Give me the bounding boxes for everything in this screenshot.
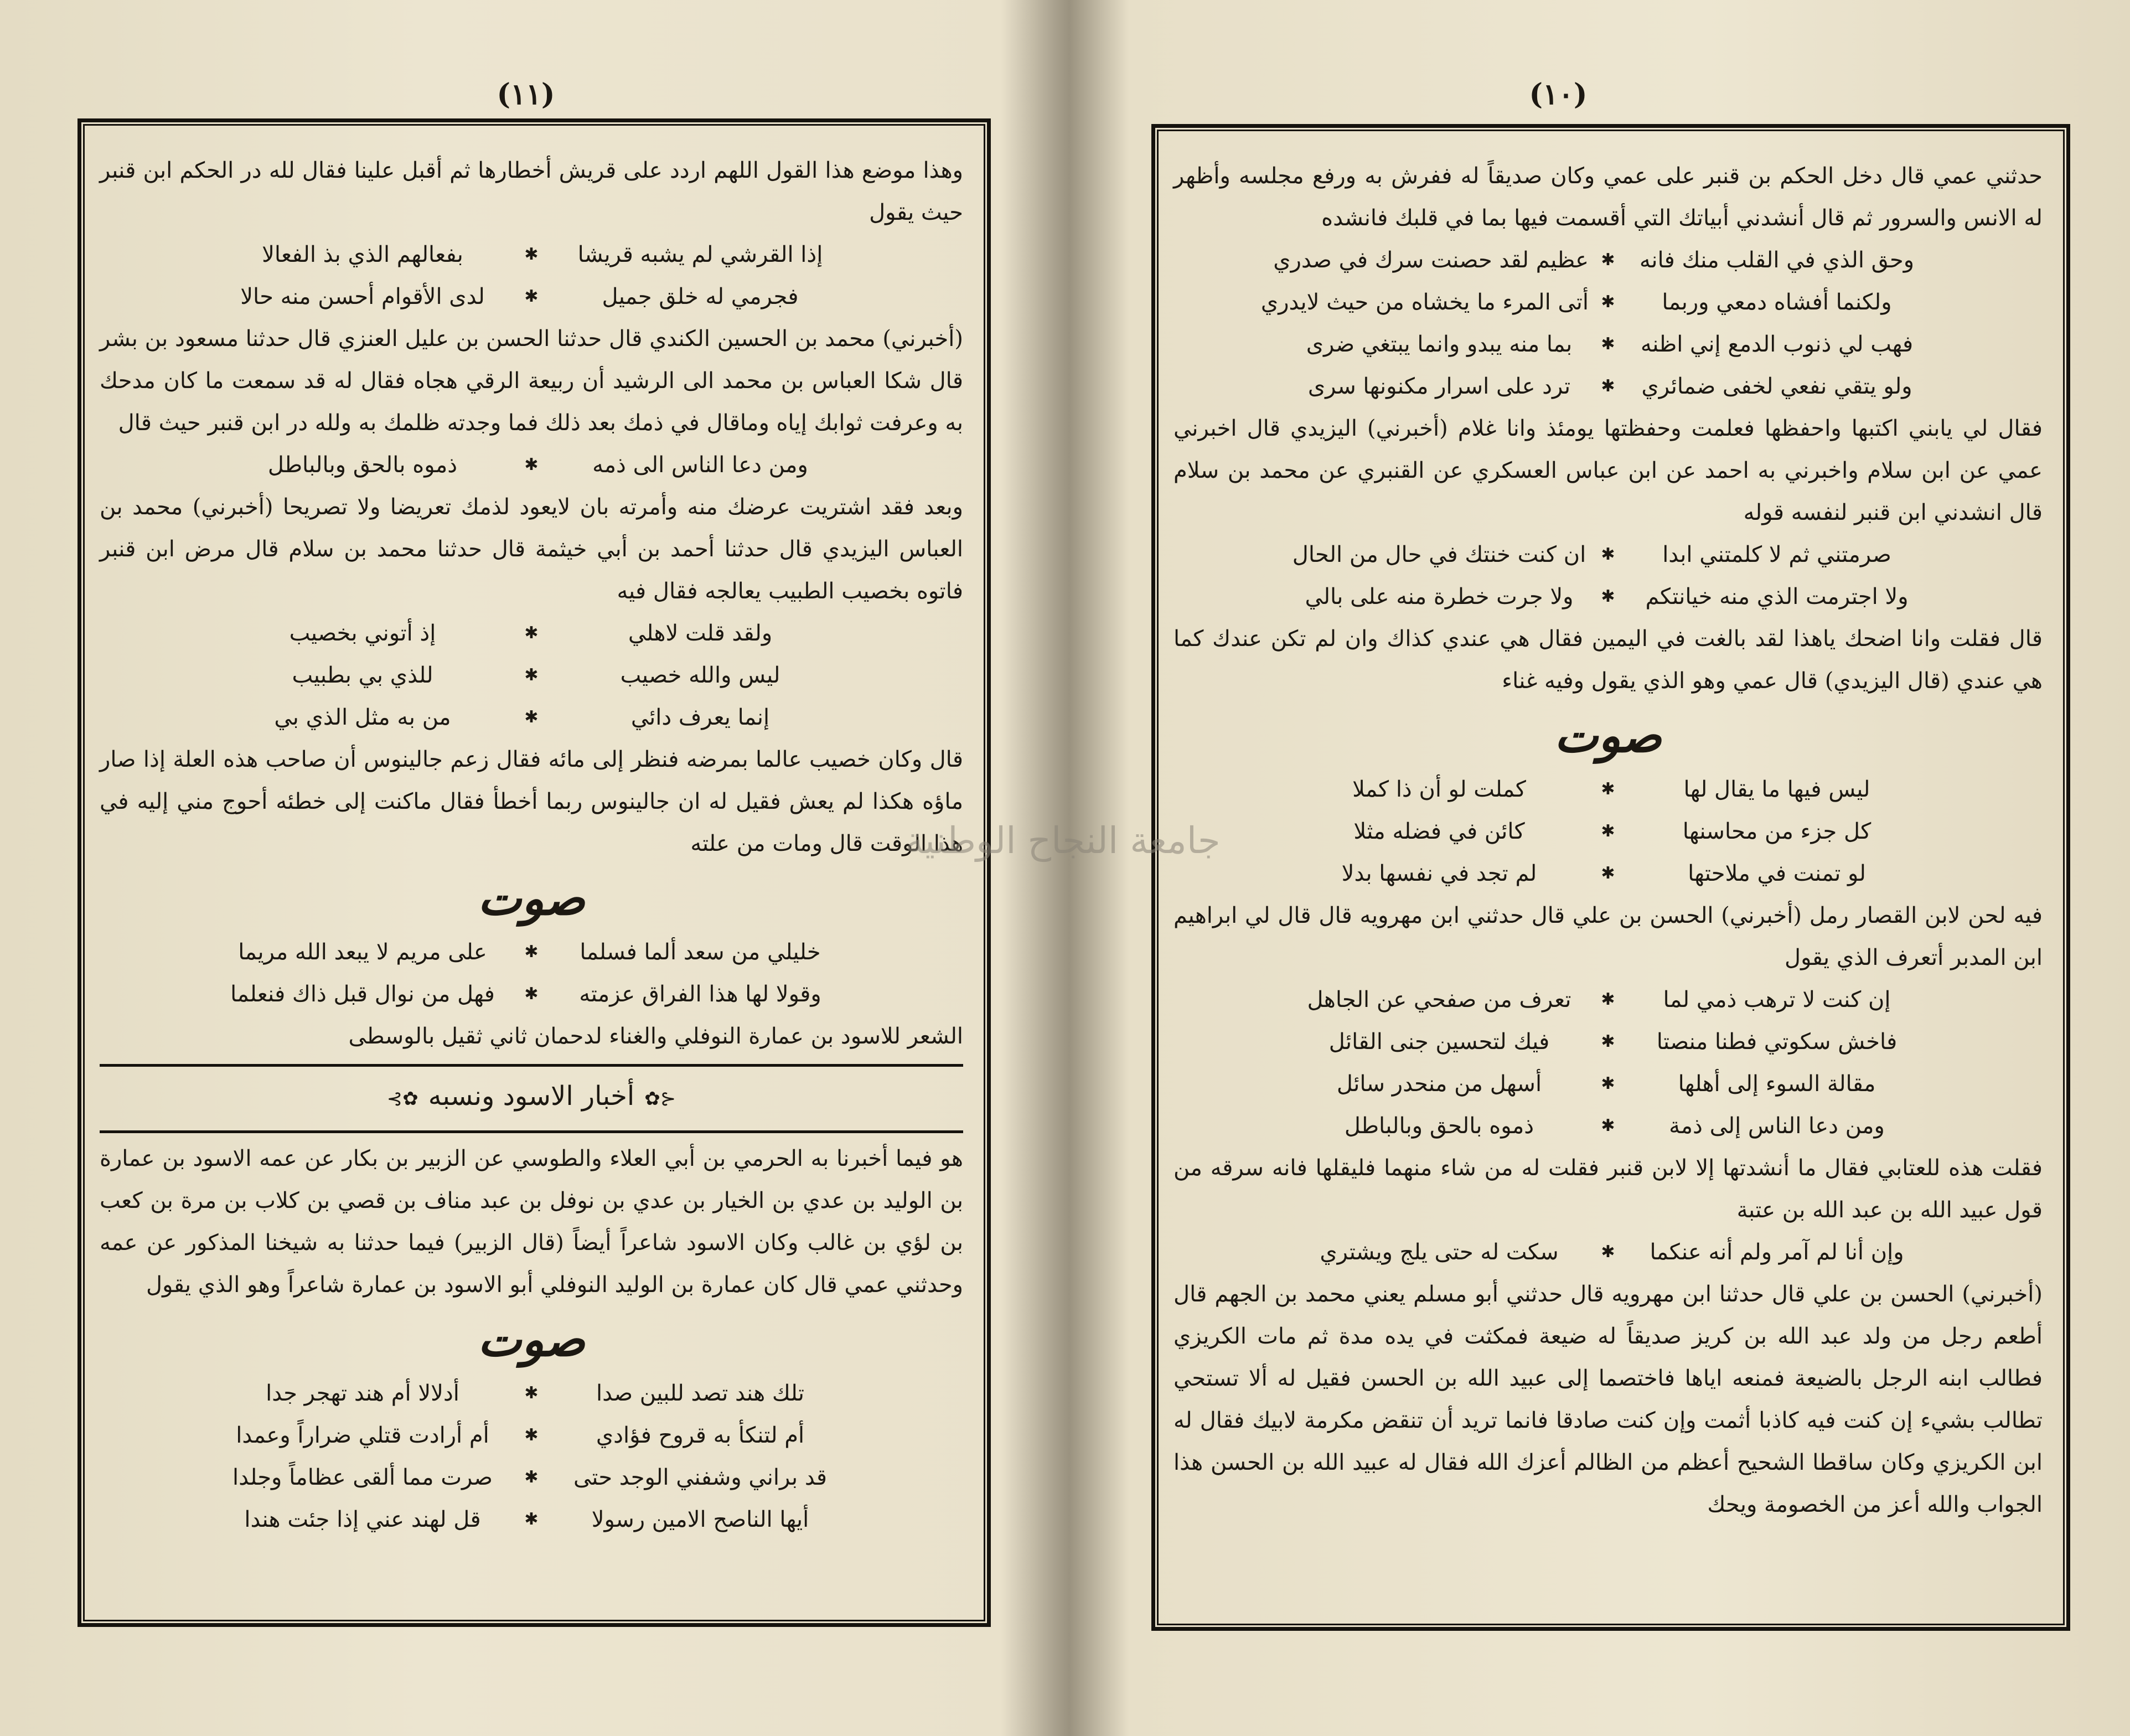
page-number: (١١): [497, 78, 555, 111]
verse-first-hemistich: ولكنما أفشاه دمعي وربما: [1662, 290, 1892, 315]
verse-separator-icon: ✱: [1601, 1032, 1615, 1051]
prose-paragraph: قال فقلت وانا اضحك ياهذا لقد بالغت في اليمين فقال هي عندي كذاك وان لم تكن عندك كما هي عندي (قال اليزيدي) قال عمي وهو الذي يقول وفيه غناء: [1173, 626, 2043, 694]
verse-first-hemistich: ليس والله خصيب: [620, 663, 780, 688]
verse-first-hemistich: فهب لي ذنوب الدمع إني اظنه: [1640, 332, 1914, 357]
verse-separator-icon: ✱: [1601, 990, 1615, 1009]
poem-verse: [1173, 852, 2043, 895]
prose-paragraph: قال وكان خصيب عالما بمرضه فنظر إلى مائه فقال زعم جالينوس أن صاحب هذه العلة إذا صار ماؤه هكذا لم يعش فقيل له ان جالينوس ربما أخطأ فقال ماكنت إلى خطئه أحوج مني إليه في هذا الوقت قال ومات من علته: [100, 747, 963, 856]
page-number: (١٠): [1529, 78, 1588, 111]
verse-first-hemistich: ولا اجترمت الذي منه خيانتكم: [1645, 584, 1909, 609]
verse-separator-icon: ✱: [1601, 292, 1615, 312]
page-text: [100, 149, 963, 1541]
verse-second-hemistich: أدلالا أم هند تهجر جدا: [266, 1381, 459, 1406]
song-heading: صوت: [478, 1312, 585, 1367]
poem-verse: [1173, 810, 2043, 852]
poem-verse: [1173, 239, 2043, 281]
verse-second-hemistich: ذموه بالحق وبالباطل: [267, 452, 458, 478]
verse-second-hemistich: إذ أتوني بخصيب: [289, 621, 436, 646]
poem-verse: [1173, 1063, 2043, 1105]
prose-paragraph: فقال لي يابني اكتبها واحفظها فعلمت وحفظتها يومئذ وانا غلام (أخبرني) اليزيدي قال اخبرني عمي عن ابن سلام واخبرني به احمد عن ابن عباس العسكري عن القنبري عن محمد بن سلام قال انشدني ابن قنبر لنفسه قوله: [1173, 416, 2043, 525]
verse-second-hemistich: على مريم لا يبعد الله مريما: [238, 939, 487, 965]
poem-verse: [100, 612, 963, 654]
poem-verse: [100, 973, 963, 1015]
verse-separator-icon: ✱: [1601, 822, 1615, 841]
verse-second-hemistich: ان كنت خنتك في حال من الحال: [1292, 542, 1586, 567]
prose-paragraph: فيه لحن لابن القصار رمل (أخبرني) الحسن بن علي قال حدثني ابن مهرويه قال قال لي ابراهيم ابن المدبر أتعرف الذي يقول: [1173, 903, 2043, 970]
verse-first-hemistich: إنما يعرف دائي: [630, 705, 770, 730]
verse-first-hemistich: أيها الناصح الامين رسولا: [591, 1507, 809, 1532]
verse-second-hemistich: بفعالهم الذي بذ الفعالا: [262, 242, 463, 267]
verse-first-hemistich: أم لتنكأ به قروح فؤادي: [596, 1423, 805, 1448]
verse-first-hemistich: ومن دعا الناس الى ذمه: [592, 452, 808, 478]
verse-separator-icon: ✱: [1601, 1074, 1615, 1093]
verse-separator-icon: ✱: [1601, 779, 1615, 799]
verse-separator-icon: ✱: [524, 1425, 539, 1445]
prose-paragraph: (أخبرني) محمد بن الحسين الكندي قال حدثنا الحسن بن عليل العنزي قال حدثنا مسعود بن بشر قال شكا العباس بن محمد الى الرشيد أن ربيعة الرقي هجاه فقال له قد سمعت ما كان مدحك به وعرفت ثوابك إياه وماقال في ذمك بعد ذلك فما وجدته ظلمك به ولله در ابن قنبر حيث قال: [100, 326, 963, 436]
verse-second-hemistich: فيك لتحسين جنى القائل: [1328, 1029, 1550, 1055]
poem-verse: [1173, 534, 2043, 576]
section-divider: [100, 1130, 963, 1133]
verse-first-hemistich: كل جزء من محاسنها: [1682, 819, 1871, 844]
library-watermark: جامعة النجاح الوطنية: [905, 819, 1221, 862]
poem-verse: [1173, 1105, 2043, 1147]
poem-verse: [100, 654, 963, 696]
verse-second-hemistich: ذموه بالحق وبالباطل: [1344, 1113, 1534, 1139]
verse-second-hemistich: أم أرادت قتلي ضراراً وعمدا: [236, 1423, 489, 1448]
poem-verse: [1173, 281, 2043, 323]
prose-paragraph: وهذا موضع هذا القول اللهم اردد على قريش أخطارها ثم أقبل علينا فقال لله در الحكم ابن قنبر حيث يقول: [100, 158, 963, 225]
verse-first-hemistich: فجرمي له خلق جميل: [602, 284, 799, 309]
poem-verse: [1173, 1231, 2043, 1273]
verse-second-hemistich: صرت مما ألقى عظاماً وجلدا: [232, 1465, 493, 1490]
poem-verse: [100, 1456, 963, 1499]
verse-first-hemistich: وحق الذي في القلب منك فانه: [1639, 247, 1915, 273]
verse-first-hemistich: ولو يتقي نفعي لخفى ضمائري: [1641, 374, 1912, 399]
verse-second-hemistich: كائن في فضله مثلا: [1353, 819, 1525, 844]
verse-separator-icon: ✱: [524, 942, 539, 962]
verse-second-hemistich: فهل من نوال قبل ذاك فنعلما: [230, 981, 495, 1007]
verse-separator-icon: ✱: [524, 623, 539, 643]
verse-separator-icon: ✱: [1601, 864, 1615, 883]
prose-paragraph: حدثني عمي قال دخل الحكم بن قنبر على عمي وكان صديقاً له ففرش به ورفع مجلسه وأظهر له الانس والسرور ثم قال أنشدني أبياتك التي أقسمت فيها بما في قلبك فانشده: [1173, 163, 2043, 231]
verse-first-hemistich: قد براني وشفني الوجد حتى: [573, 1465, 828, 1490]
verse-first-hemistich: إن كنت لا ترهب ذمي لما: [1663, 987, 1891, 1012]
poem-verse: [100, 696, 963, 738]
verse-second-hemistich: للذي بي بطبيب: [292, 663, 433, 688]
verse-second-hemistich: عظيم لقد حصنت سرك في صدري: [1273, 247, 1589, 273]
verse-first-hemistich: خليلي من سعد ألما فسلما: [580, 939, 821, 965]
verse-separator-icon: ✱: [524, 707, 539, 727]
text-section: [1173, 155, 2043, 1526]
verse-second-hemistich: تعرف من صفحي عن الجاهل: [1307, 987, 1571, 1012]
verse-second-hemistich: من به مثل الذي بي: [274, 705, 451, 730]
verse-second-hemistich: لدى الأقوام أحسن منه حالا: [240, 284, 485, 309]
verse-first-hemistich: وقولا لها هذا الفراق عزمته: [579, 981, 821, 1007]
poem-verse: [100, 1414, 963, 1456]
verse-second-hemistich: أسهل من منحدر سائل: [1336, 1071, 1542, 1097]
verse-first-hemistich: فاخش سكوتي فطنا منصتا: [1656, 1029, 1898, 1055]
verse-separator-icon: ✱: [524, 1383, 539, 1403]
verse-second-hemistich: كملت لو أن ذا كملا: [1352, 777, 1526, 802]
right-page: [1066, 0, 2130, 1736]
ornament-icon: ⊰✿: [644, 1088, 676, 1110]
verse-second-hemistich: ولا جرت خطرة منه على بالي: [1305, 584, 1574, 609]
poem-verse: [1173, 576, 2043, 618]
verse-separator-icon: ✱: [524, 287, 539, 306]
section-divider: [100, 1064, 963, 1067]
verse-first-hemistich: مقالة السوء إلى أهلها: [1678, 1071, 1876, 1097]
verse-separator-icon: ✱: [524, 245, 539, 264]
prose-paragraph: الشعر للاسود بن عمارة النوفلي والغناء لدحمان ثاني ثقيل بالوسطى: [348, 1024, 963, 1049]
poem-verse: [100, 444, 963, 486]
verse-separator-icon: ✱: [1601, 250, 1615, 270]
verse-first-hemistich: تلك هند تصد للبين صدا: [596, 1381, 804, 1406]
poem-verse: [100, 276, 963, 318]
verse-first-hemistich: وإن أنا لم آمر ولم أنه عنكما: [1650, 1239, 1904, 1265]
poem-verse: [1173, 768, 2043, 810]
verse-first-hemistich: ولقد قلت لاهلي: [628, 621, 773, 646]
verse-second-hemistich: ترد على اسرار مكنونها سرى: [1307, 374, 1571, 399]
prose-paragraph: هو فيما أخبرنا به الحرمي بن أبي العلاء والطوسي عن الزبير بن بكار عن عمه الاسود بن عمارة بن الوليد بن عدي بن الخيار بن عدي بن نوفل بن عبد مناف بن قصي بن كلاب بن مرة بن كعب بن لؤي بن غالب وكان الاسود شاعراً أيضاً (قال الزبير) فيما حدثنا به شيخنا المذكور عن عمه وحدثني عمي قال كان عمارة بن الوليد النوفلي أبو الاسود بن عمارة شاعراً وهو الذي يقول: [100, 1146, 963, 1298]
poem-verse: [100, 931, 963, 973]
poem-verse: [100, 1499, 963, 1541]
verse-second-hemistich: لم تجد في نفسها بدلا: [1341, 861, 1537, 886]
verse-second-hemistich: قل لهند عني إذا جئت هندا: [244, 1507, 481, 1532]
verse-separator-icon: ✱: [524, 455, 539, 474]
poem-verse: [100, 234, 963, 276]
verse-separator-icon: ✱: [1601, 376, 1615, 396]
poem-verse: [100, 1372, 963, 1414]
verse-second-hemistich: بما منه يبدو وانما يبتغي ضرى: [1306, 332, 1573, 357]
text-section-b: [100, 1138, 963, 1541]
verse-first-hemistich: ليس فيها ما يقال لها: [1683, 777, 1870, 802]
verse-separator-icon: ✱: [1601, 545, 1615, 564]
verse-first-hemistich: صرمتني ثم لا كلمتني ابدا: [1662, 542, 1891, 567]
verse-separator-icon: ✱: [524, 1468, 539, 1487]
verse-second-hemistich: سكت له حتى يلج ويشتري: [1320, 1239, 1559, 1265]
prose-paragraph: وبعد فقد اشتريت عرضك منه وأمرته بان لايعود لذمك تعريضا ولا تصريحا (أخبرني) محمد بن العباس اليزيدي قال حدثنا أحمد بن أبي خيثمة قال حدثنا محمد بن سلام قال مرض ابن قنبر فاتوه بخصيب الطبيب يعالجه فقال فيه: [100, 494, 963, 604]
verse-separator-icon: ✱: [1601, 1242, 1615, 1262]
poem-verse: [1173, 979, 2043, 1021]
page-text: [1173, 155, 2043, 1526]
verse-separator-icon: ✱: [524, 665, 539, 685]
verse-separator-icon: ✱: [1601, 1116, 1615, 1135]
ornament-icon: ✿⊱: [386, 1088, 418, 1110]
poem-verse: [1173, 1021, 2043, 1063]
verse-first-hemistich: إذا القرشي لم يشبه قريشا: [577, 242, 823, 267]
prose-paragraph: (أخبرني) الحسن بن علي قال حدثنا ابن مهرويه قال حدثني أبو مسلم يعني محمد بن الجهم قال أطعم رجل من ولد عبد الله بن كريز صديقاً له ضيعة فمكثت في يده مدة ثم مات الكريزي فطالب ابنه الرجل بالضيعة فمنعه اياها فاختصما إلى عبيد الله بن الحسن فقيل له ألا تستحي تطالب بشيء إن كنت فيه كاذبا أثمت وإن كنت صادقا فانما تريد أن تنقض مكرمة لابيك فقال له ابن الكريزي وكان ساقطا الشحيح أعظم من الظالم أعزك الله فقال له عبيد الله بن الحسن هذا الجواب والله أعز من الخصومة ويحك: [1173, 1282, 2043, 1517]
section-heading-text: أخبار الاسود ونسبه: [428, 1081, 635, 1112]
section-heading: [100, 1071, 963, 1124]
verse-separator-icon: ✱: [524, 984, 539, 1004]
verse-first-hemistich: ومن دعا الناس إلى ذمة: [1669, 1113, 1885, 1139]
verse-separator-icon: ✱: [1601, 334, 1615, 354]
verse-separator-icon: ✱: [524, 1510, 539, 1529]
verse-first-hemistich: لو تمنت في ملاحتها: [1688, 861, 1866, 886]
prose-paragraph: فقلت هذه للعتابي فقال ما أنشدتها إلا لابن قنبر فقلت له من شاء منهما فليقلها فانه سرقه من قول عبيد الله بن عبد الله بن عتبة: [1173, 1155, 2043, 1223]
poem-verse: [1173, 323, 2043, 365]
poem-verse: [1173, 365, 2043, 407]
text-section-a: [100, 149, 963, 1057]
verse-second-hemistich: أتى المرء ما يخشاه من حيث لايدري: [1260, 290, 1589, 315]
song-heading: صوت: [1554, 708, 1662, 763]
song-heading: صوت: [478, 871, 585, 926]
verse-separator-icon: ✱: [1601, 587, 1615, 606]
